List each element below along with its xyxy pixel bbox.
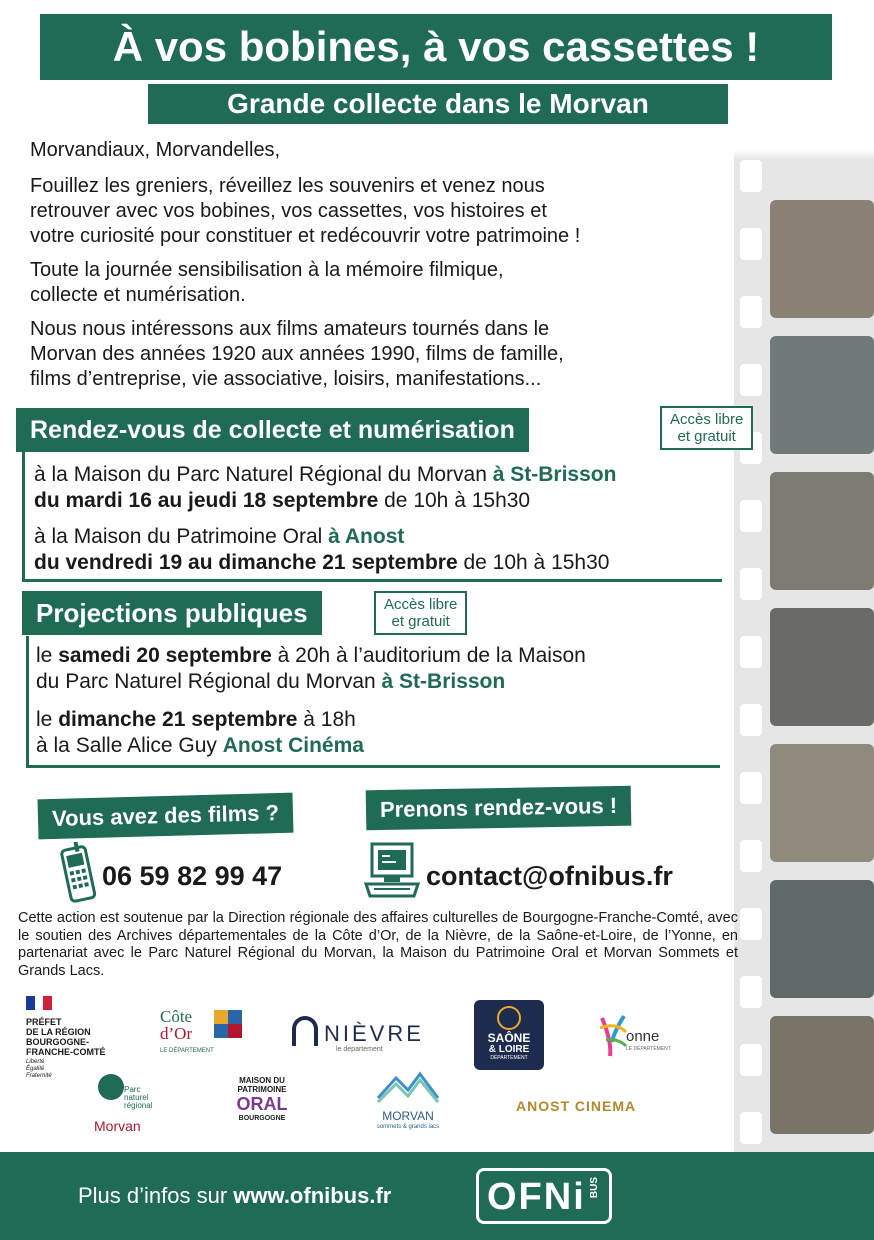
place-text: à la Maison du Parc Naturel Régional du Morvan bbox=[34, 463, 493, 486]
logo-text: BOURGOGNE bbox=[238, 1115, 286, 1122]
intro-paragraph-3 bbox=[30, 317, 730, 392]
text: le bbox=[36, 644, 59, 667]
intro-line: votre curiosité pour constituer et redécouvrir votre patrimoine ! bbox=[30, 225, 581, 247]
logo-text: régional bbox=[124, 1101, 153, 1110]
hours-text: de 10h à 15h30 bbox=[457, 551, 610, 574]
film-sprocket-hole bbox=[740, 296, 762, 328]
film-sprocket-hole bbox=[740, 772, 762, 804]
collecte-event-2-place bbox=[34, 524, 404, 550]
film-sprocket-hole bbox=[740, 908, 762, 940]
yonne-y-icon bbox=[596, 1012, 630, 1058]
film-sprocket-hole bbox=[740, 704, 762, 736]
footer-info bbox=[78, 1180, 391, 1212]
date-text: dimanche 21 septembre bbox=[58, 708, 298, 731]
text: du Parc Naturel Régional du Morvan bbox=[36, 670, 382, 693]
phone-number[interactable]: 06 59 82 99 47 bbox=[102, 861, 283, 891]
logo-text: BOURGOGNE- bbox=[26, 1037, 89, 1047]
town-text: à St-Brisson bbox=[492, 463, 617, 486]
footer-info-text: Plus d’infos sur bbox=[78, 1183, 234, 1208]
logo-text: DÉPARTEMENT bbox=[490, 1055, 528, 1061]
intro-line: Toute la journée sensibilisation à la mémoire filmique, bbox=[30, 259, 504, 281]
logo-text: PATRIMOINE bbox=[237, 1085, 287, 1094]
logo-text: ORAL bbox=[236, 1094, 288, 1114]
film-sprocket-hole bbox=[740, 976, 762, 1008]
page-title: À vos bobines, à vos cassettes ! bbox=[40, 14, 832, 80]
hours-text: de 10h à 15h30 bbox=[378, 489, 531, 512]
projections-heading: Projections publiques bbox=[22, 591, 322, 635]
badge-line: et gratuit bbox=[677, 428, 736, 445]
logo-text: MAISON DU bbox=[239, 1076, 285, 1085]
logo-text: Parc bbox=[124, 1085, 141, 1094]
logo-text: naturel bbox=[124, 1093, 149, 1102]
intro-line: Morvan des années 1920 aux années 1990, films de famille, bbox=[30, 343, 564, 365]
page-subtitle: Grande collecte dans le Morvan bbox=[148, 84, 728, 124]
film-frame-photo bbox=[770, 336, 874, 454]
cta-have-films: Vous avez des films ? bbox=[38, 793, 294, 840]
logo-text: SAÔNE bbox=[487, 1031, 531, 1045]
date-text: samedi 20 septembre bbox=[58, 644, 272, 667]
logo-text: & LOIRE bbox=[488, 1044, 530, 1055]
logo-text: LE DÉPARTEMENT bbox=[160, 1048, 214, 1054]
footer-url[interactable]: www.ofnibus.fr bbox=[233, 1183, 392, 1208]
venue-text: Anost Cinéma bbox=[222, 734, 364, 757]
film-sprocket-hole bbox=[740, 636, 762, 668]
projection-2-line-2 bbox=[36, 733, 364, 759]
credits-text: Cette action est soutenue par la Direction régionale des affaires culturelles de Bourgogne-Franche-Comté, avec le soutien des Archives départementales de la Côte d’Or, de la Nièvre, de la Saône-et-Loire, de l’Yonne, en partenariat avec le Parc Naturel Régional du Morvan, la Maison du Patrimoine Oral et Morvan Sommets et Grands Lacs. bbox=[18, 910, 738, 979]
logo-cote-dor bbox=[160, 1008, 246, 1060]
film-frame-photo bbox=[770, 1016, 874, 1134]
logo-text: MORVAN bbox=[382, 1109, 434, 1123]
logo-text: DE LA RÉGION bbox=[26, 1027, 91, 1037]
logo-nievre bbox=[292, 1016, 422, 1056]
phone-icon bbox=[58, 842, 98, 904]
collecte-event-2-dates bbox=[34, 550, 609, 576]
ofnibus-logo bbox=[476, 1168, 612, 1224]
badge-line: et gratuit bbox=[391, 613, 450, 630]
free-access-badge bbox=[660, 406, 753, 450]
intro-line: Nous nous intéressons aux films amateurs tournés dans le bbox=[30, 318, 550, 340]
collecte-heading: Rendez-vous de collecte et numérisation bbox=[16, 408, 529, 452]
greeting: Morvandiaux, Morvandelles, bbox=[30, 139, 281, 161]
logo-morvan-sommets bbox=[370, 1068, 446, 1140]
dates-text: du vendredi 19 au dimanche 21 septembre bbox=[34, 551, 458, 574]
logo-text: Liberté bbox=[26, 1059, 45, 1065]
logo-anost-cinema: ANOST CINEMA bbox=[516, 1098, 637, 1114]
film-sprocket-hole bbox=[740, 364, 762, 396]
footer-bar bbox=[0, 1152, 874, 1240]
free-access-badge bbox=[374, 591, 467, 635]
film-sprocket-hole bbox=[740, 1112, 762, 1144]
intro-line: collecte et numérisation. bbox=[30, 284, 246, 306]
place-text: à la Maison du Patrimoine Oral bbox=[34, 525, 329, 548]
logo-text: Fraternité bbox=[26, 1073, 52, 1079]
film-frame-photo bbox=[770, 744, 874, 862]
logo-text: Côte bbox=[160, 1007, 193, 1026]
logo-parc-morvan bbox=[94, 1074, 153, 1140]
logo-text: Égalité bbox=[26, 1066, 45, 1072]
logo-text: onne bbox=[626, 1028, 660, 1045]
badge-line: Accès libre bbox=[384, 596, 458, 613]
film-sprocket-hole bbox=[740, 1044, 762, 1076]
logo-text: BUS bbox=[589, 1177, 600, 1199]
mountains-icon bbox=[376, 1068, 440, 1104]
film-frame-photo bbox=[770, 880, 874, 998]
projection-1-line-1 bbox=[36, 643, 586, 669]
logo-text: PRÉFET bbox=[26, 1017, 62, 1027]
intro-line: retrouver avec vos bobines, vos cassettes, vos histoires et bbox=[30, 200, 547, 222]
film-strip-decoration bbox=[734, 150, 874, 1240]
intro-line: films d’entreprise, vie associative, loisirs, manifestations... bbox=[30, 368, 542, 390]
logo-text: le département bbox=[336, 1046, 383, 1053]
logo-text: Morvan bbox=[94, 1118, 141, 1134]
logo-maison-patrimoine-oral bbox=[232, 1076, 292, 1136]
town-text: à Anost bbox=[328, 525, 405, 548]
cta-book-appointment: Prenons rendez-vous ! bbox=[366, 786, 632, 831]
town-text: à St-Brisson bbox=[381, 670, 506, 693]
text: à 20h à l’auditorium de la Maison bbox=[271, 644, 586, 667]
film-frame-photo bbox=[770, 608, 874, 726]
logo-text: sommets & grands lacs bbox=[376, 1124, 440, 1130]
logo-text: LE DÉPARTEMENT bbox=[626, 1046, 671, 1052]
film-sprocket-hole bbox=[740, 840, 762, 872]
intro-paragraph-1 bbox=[30, 174, 730, 249]
film-sprocket-hole bbox=[740, 500, 762, 532]
film-sprocket-hole bbox=[740, 568, 762, 600]
logo-text: d’Or bbox=[160, 1024, 193, 1043]
flag-icon bbox=[26, 996, 52, 1010]
computer-icon bbox=[362, 842, 422, 898]
intro-line: Fouillez les greniers, réveillez les souvenirs et venez nous bbox=[30, 175, 545, 197]
collecte-event-1-place bbox=[34, 462, 616, 488]
logo-text: FRANCHE-COMTÉ bbox=[26, 1047, 106, 1057]
projection-2-line-1 bbox=[36, 707, 356, 733]
logo-prefet-bfc bbox=[26, 996, 136, 1080]
dates-text: du mardi 16 au jeudi 18 septembre bbox=[34, 489, 379, 512]
email-address[interactable]: contact@ofnibus.fr bbox=[426, 861, 673, 891]
logo-text: OFNi bbox=[487, 1176, 586, 1218]
badge-line: Accès libre bbox=[670, 411, 744, 428]
text: le bbox=[36, 708, 59, 731]
logo-text: NIÈVRE bbox=[324, 1021, 424, 1046]
intro-paragraph-2 bbox=[30, 258, 730, 308]
collecte-event-1-dates bbox=[34, 488, 530, 514]
text: à 18h bbox=[297, 708, 356, 731]
text: à la Salle Alice Guy bbox=[36, 734, 223, 757]
projection-1-line-2 bbox=[36, 669, 505, 695]
logo-saone-et-loire bbox=[474, 1000, 544, 1070]
film-frame-photo bbox=[770, 472, 874, 590]
logo-yonne bbox=[596, 1012, 686, 1062]
